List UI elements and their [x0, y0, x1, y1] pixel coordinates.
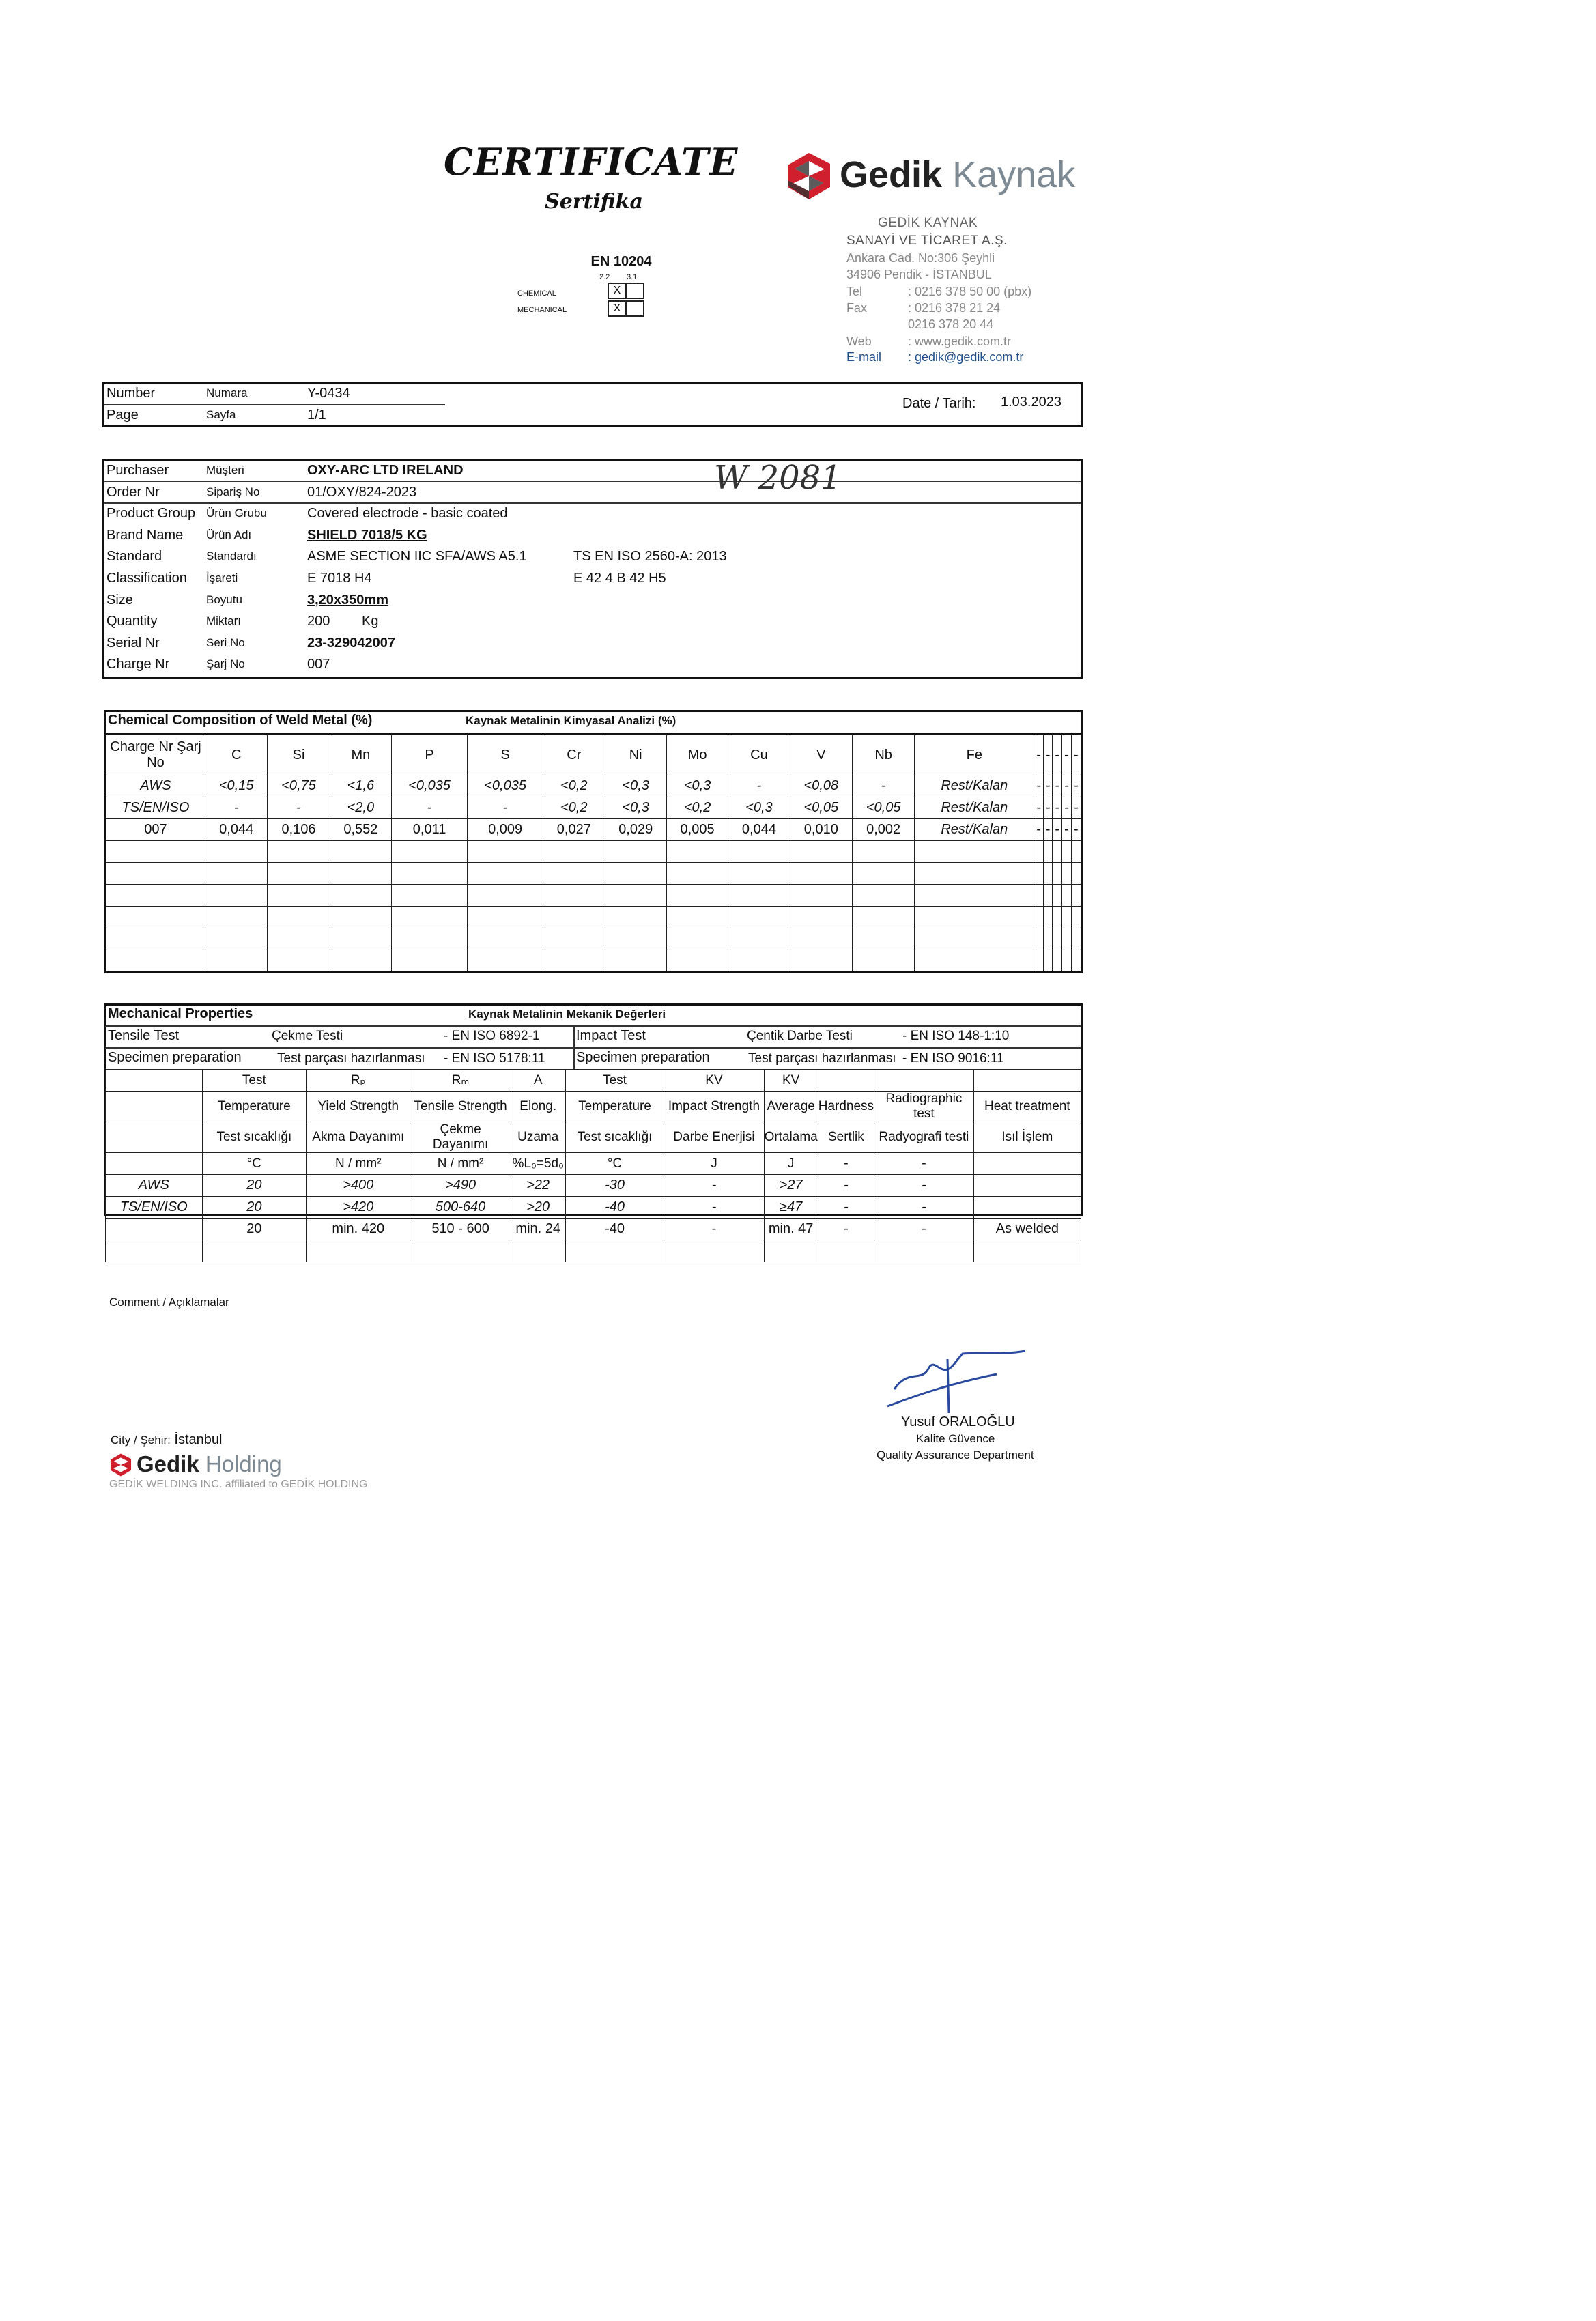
mechanical-header-cell: Test sıcaklığı: [565, 1122, 664, 1153]
element-header: -: [1071, 735, 1081, 775]
mechanical-header-cell: [973, 1153, 1081, 1175]
chemical-row-label: 007: [106, 819, 205, 841]
chemical-empty-row: [106, 885, 1082, 907]
chemical-cell: -: [1053, 797, 1062, 819]
mechanical-header-cell: A: [511, 1070, 565, 1092]
mechanical-header-cell: %L₀=5d₀: [511, 1153, 565, 1175]
chemical-cell: 0,029: [605, 819, 666, 841]
mechanical-cell: As welded: [973, 1219, 1081, 1240]
mechanical-cell: 500-640: [410, 1197, 511, 1219]
chemical-cell: -: [1034, 819, 1044, 841]
product-label-tr: Seri No: [206, 636, 245, 649]
chemical-empty-row: [106, 907, 1082, 928]
mechanical-header-row: [106, 1070, 1081, 1092]
product-label-tr: Sipariş No: [206, 485, 260, 498]
product-value: 23-329042007: [307, 635, 396, 651]
product-label-en: Classification: [106, 571, 187, 586]
product-value: 200: [307, 614, 330, 629]
element-header: V: [790, 735, 852, 775]
gedik-logo-icon: [785, 152, 833, 201]
chemical-row: [106, 775, 1082, 797]
mechanical-cell: 510 - 600: [410, 1219, 511, 1240]
chemical-cell: 0,002: [852, 819, 914, 841]
holding-logo-icon: [109, 1453, 132, 1477]
chemical-cell: 0,552: [330, 819, 391, 841]
chemical-cell: -: [1071, 819, 1081, 841]
chemical-cell: 0,027: [543, 819, 605, 841]
product-label-en: Brand Name: [106, 527, 184, 543]
chemical-cell: Rest/Kalan: [915, 775, 1034, 797]
chemical-cell: -: [1034, 797, 1044, 819]
chemical-empty-row: [106, 928, 1082, 950]
chemical-cell: -: [1043, 819, 1053, 841]
chemical-empty-row: [106, 863, 1082, 885]
chemical-cell: -: [1071, 797, 1081, 819]
mechanical-header-cell: [818, 1070, 874, 1092]
mechanical-cell: >22: [511, 1175, 565, 1197]
chemical-cell: -: [1043, 797, 1053, 819]
mechanical-header-cell: Test sıcaklığı: [202, 1122, 307, 1153]
number-tr: Numara: [206, 386, 248, 399]
product-label-tr: Ürün Adı: [206, 528, 252, 541]
chemical-cell: <0,2: [666, 797, 728, 819]
chemical-cell: <0,3: [728, 797, 790, 819]
chemical-table: [104, 733, 1083, 973]
mechanical-header-cell: Test: [202, 1070, 307, 1092]
standard-label: EN 10204: [590, 254, 652, 269]
mechanical-header-cell: Darbe Enerjisi: [664, 1122, 764, 1153]
email-label: E-mail: [846, 350, 882, 364]
date-value: 1.03.2023: [1001, 395, 1061, 410]
mechanical-cell: [973, 1175, 1081, 1197]
product-value-2: TS EN ISO 2560-A: 2013: [573, 549, 727, 565]
mechanical-header-cell: Radiographic test: [874, 1092, 974, 1122]
product-value: Covered electrode - basic coated: [307, 506, 508, 522]
chemical-cell: -: [468, 797, 543, 819]
tensile-test-tr: Çekme Testi: [272, 1029, 343, 1043]
chemical-cell: 0,010: [790, 819, 852, 841]
spec-prep-2-en: Specimen preparation: [576, 1050, 710, 1065]
signer-department: Quality Assurance Department: [877, 1449, 1034, 1462]
chemical-cell: <0,3: [666, 775, 728, 797]
element-header: Mn: [330, 735, 391, 775]
product-label-en: Serial Nr: [106, 635, 160, 651]
mechanical-cell: [973, 1197, 1081, 1219]
holding-line: GEDİK WELDING INC. affiliated to GEDİK HOLDING: [109, 1479, 368, 1490]
mechanical-header-cell: Hardness: [818, 1092, 874, 1122]
spec-prep-en: Specimen preparation: [108, 1050, 242, 1065]
mechanical-header-cell: Elong.: [511, 1092, 565, 1122]
chemical-cell: <0,035: [468, 775, 543, 797]
product-value-2: E 42 4 B 42 H5: [573, 571, 666, 586]
chemical-cell: -: [1062, 797, 1072, 819]
element-header: S: [468, 735, 543, 775]
spec-prep-2-std: - EN ISO 9016:11: [902, 1051, 1004, 1066]
chemical-label: CHEMICAL: [517, 289, 556, 298]
page-tr: Sayfa: [206, 408, 236, 421]
chemical-cell: <2,0: [330, 797, 391, 819]
element-header: Fe: [915, 735, 1034, 775]
mechanical-checkbox-row: [608, 300, 644, 317]
chemical-header-row: [106, 735, 1082, 775]
mechanical-header-cell: Sertlik: [818, 1122, 874, 1153]
mechanical-header-cell: °C: [565, 1153, 664, 1175]
impact-test-tr: Çentik Darbe Testi: [747, 1029, 853, 1043]
mechanical-title-en: Mechanical Properties: [108, 1006, 253, 1021]
chemical-cell: 0,009: [468, 819, 543, 841]
chemical-cell: -: [1043, 775, 1053, 797]
element-header: Ni: [605, 735, 666, 775]
page-en: Page: [106, 408, 139, 423]
signature-icon: [881, 1341, 1031, 1416]
mechanical-row-label: [106, 1219, 203, 1240]
mechanical-header-cell: °C: [202, 1153, 307, 1175]
product-value: 3,20x350mm: [307, 592, 388, 608]
impact-test-std: - EN ISO 148-1:10: [902, 1029, 1010, 1043]
mechanical-header-cell: Radyografi testi: [874, 1122, 974, 1153]
mechanical-cell: ≥47: [764, 1197, 818, 1219]
mechanical-row: [106, 1219, 1081, 1240]
mechanical-cell: -: [874, 1197, 974, 1219]
product-label-tr: Ürün Grubu: [206, 507, 267, 520]
spec-prep-2-tr: Test parçası hazırlanması: [748, 1051, 896, 1066]
fax-label: Fax: [846, 301, 868, 315]
chemical-cell: -: [268, 797, 330, 819]
mechanical-cell: -: [818, 1175, 874, 1197]
mechanical-header-cell: Yield Strength: [307, 1092, 410, 1122]
product-label-tr: Miktarı: [206, 614, 241, 628]
chemical-cell: <0,75: [268, 775, 330, 797]
tel-value: : 0216 378 50 00 (pbx): [908, 285, 1032, 298]
charge-header: Charge Nr Şarj No: [106, 735, 205, 775]
mechanical-cell: -30: [565, 1175, 664, 1197]
chemical-cell: 0,106: [268, 819, 330, 841]
chemical-cell: 0,044: [728, 819, 790, 841]
element-header: -: [1053, 735, 1062, 775]
mechanical-cell: 20: [202, 1219, 307, 1240]
product-label-en: Purchaser: [106, 463, 169, 478]
page-value: 1/1: [307, 408, 326, 423]
element-header: C: [205, 735, 268, 775]
chemical-22-box: X: [608, 283, 627, 299]
email-value: : gedik@gedik.com.tr: [908, 350, 1024, 364]
element-header: Mo: [666, 735, 728, 775]
certificate-title: CERTIFICATE: [444, 140, 739, 184]
mechanical-header-row: [106, 1153, 1081, 1175]
mechanical-cell: -: [818, 1219, 874, 1240]
mechanical-cell: -40: [565, 1219, 664, 1240]
chemical-checkbox-row: [608, 283, 644, 299]
web-value: : www.gedik.com.tr: [908, 334, 1012, 348]
mechanical-cell: -: [874, 1175, 974, 1197]
mechanical-cell: -40: [565, 1197, 664, 1219]
mechanical-header-cell: Ortalama: [764, 1122, 818, 1153]
chemical-cell: -: [1053, 819, 1062, 841]
chemical-cell: -: [1071, 775, 1081, 797]
mechanical-header-cell: N / mm²: [307, 1153, 410, 1175]
mechanical-header-cell: Tensile Strength: [410, 1092, 511, 1122]
mechanical-header-cell: [874, 1070, 974, 1092]
chemical-row: [106, 819, 1082, 841]
mechanical-label: MECHANICAL: [517, 306, 567, 314]
mechanical-header-cell: -: [818, 1153, 874, 1175]
mechanical-header-cell: KV: [764, 1070, 818, 1092]
company-brand: Gedik Kaynak: [840, 154, 1076, 195]
chemical-cell: 0,011: [392, 819, 468, 841]
mechanical-31-box: [625, 300, 644, 317]
fax-value-2: 0216 378 20 44: [908, 317, 994, 331]
impact-test-en: Impact Test: [576, 1028, 646, 1043]
mechanical-header-cell: N / mm²: [410, 1153, 511, 1175]
element-header: -: [1062, 735, 1072, 775]
chemical-cell: -: [1062, 819, 1072, 841]
handwritten-note: W 2081: [714, 459, 842, 497]
mechanical-cell: >420: [307, 1197, 410, 1219]
mechanical-cell: min. 24: [511, 1219, 565, 1240]
product-label-en: Standard: [106, 549, 162, 565]
signer-name: Yusuf ORALOĞLU: [901, 1414, 1015, 1429]
fax-value: : 0216 378 21 24: [908, 301, 1001, 315]
mechanical-header-cell: -: [874, 1153, 974, 1175]
mechanical-header-cell: KV: [664, 1070, 764, 1092]
company-address-2: 34906 Pendik - İSTANBUL: [846, 268, 992, 281]
product-value: ASME SECTION IIC SFA/AWS A5.1: [307, 549, 527, 565]
product-label-en: Size: [106, 592, 133, 608]
chemical-cell: <0,05: [790, 797, 852, 819]
mechanical-header-cell: Akma Dayanımı: [307, 1122, 410, 1153]
company-address-1: Ankara Cad. No:306 Şeyhli: [846, 251, 995, 265]
chemical-cell: -: [392, 797, 468, 819]
mechanical-header-row: [106, 1122, 1081, 1153]
product-label-en: Product Group: [106, 506, 196, 522]
city-line: City / Şehir: İstanbul: [111, 1432, 223, 1447]
tensile-test-std: - EN ISO 6892-1: [444, 1029, 540, 1043]
date-label: Date / Tarih:: [902, 396, 976, 411]
chemical-cell: 0,005: [666, 819, 728, 841]
mechanical-table: [105, 1069, 1081, 1262]
chemical-row-label: AWS: [106, 775, 205, 797]
chemical-empty-row: [106, 950, 1082, 973]
mechanical-cell: min. 420: [307, 1219, 410, 1240]
chemical-cell: <0,08: [790, 775, 852, 797]
mechanical-cell: >27: [764, 1175, 818, 1197]
mechanical-title-tr: Kaynak Metalinin Mekanik Değerleri: [468, 1008, 666, 1021]
element-header: Cr: [543, 735, 605, 775]
chemical-cell: 0,044: [205, 819, 268, 841]
chemical-row-label: TS/EN/ISO: [106, 797, 205, 819]
product-unit: Kg: [362, 614, 379, 629]
mechanical-empty-row: [106, 1240, 1081, 1262]
product-value: 007: [307, 657, 330, 672]
tel-label: Tel: [846, 285, 863, 298]
signer-title: Kalite Güvence: [916, 1432, 995, 1445]
chemical-cell: -: [728, 775, 790, 797]
mechanical-cell: -: [664, 1219, 764, 1240]
mechanical-header-cell: J: [764, 1153, 818, 1175]
spec-prep-tr: Test parçası hazırlanması: [277, 1051, 425, 1066]
mechanical-cell: -: [664, 1197, 764, 1219]
element-header: Cu: [728, 735, 790, 775]
col-31-label: 3.1: [627, 273, 638, 281]
tensile-test-en: Tensile Test: [108, 1028, 180, 1043]
mechanical-header-cell: Temperature: [565, 1092, 664, 1122]
product-value: SHIELD 7018/5 KG: [307, 527, 427, 543]
element-header: Si: [268, 735, 330, 775]
mechanical-row: [106, 1197, 1081, 1219]
mechanical-cell: -: [664, 1175, 764, 1197]
mechanical-cell: min. 47: [764, 1219, 818, 1240]
chemical-title-en: Chemical Composition of Weld Metal (%): [108, 713, 373, 728]
comment-label: Comment / Açıklamalar: [109, 1296, 229, 1309]
product-label-en: Order Nr: [106, 484, 160, 500]
web-label: Web: [846, 334, 872, 348]
mechanical-cell: -: [874, 1219, 974, 1240]
chemical-cell: <0,3: [605, 775, 666, 797]
mechanical-header-cell: Uzama: [511, 1122, 565, 1153]
company-name: GEDİK KAYNAK: [878, 216, 978, 230]
element-header: -: [1043, 735, 1053, 775]
chemical-cell: <0,035: [392, 775, 468, 797]
number-value: Y-0434: [307, 386, 350, 401]
mechanical-cell: >490: [410, 1175, 511, 1197]
product-label-tr: İşareti: [206, 571, 238, 584]
product-label-tr: Şarj No: [206, 657, 245, 671]
chemical-row: [106, 797, 1082, 819]
chemical-cell: <1,6: [330, 775, 391, 797]
chemical-cell: -: [205, 797, 268, 819]
chemical-empty-row: [106, 841, 1082, 863]
mechanical-header-cell: Impact Strength: [664, 1092, 764, 1122]
chemical-cell: <0,3: [605, 797, 666, 819]
chemical-cell: -: [1062, 775, 1072, 797]
element-header: -: [1034, 735, 1044, 775]
product-label-en: Charge Nr: [106, 657, 170, 672]
mechanical-cell: -: [818, 1197, 874, 1219]
product-label-tr: Boyutu: [206, 593, 242, 606]
mechanical-row: [106, 1175, 1081, 1197]
product-label-en: Quantity: [106, 614, 158, 629]
chemical-title-tr: Kaynak Metalinin Kimyasal Analizi (%): [466, 714, 676, 727]
chemical-cell: <0,05: [852, 797, 914, 819]
product-value: OXY-ARC LTD IRELAND: [307, 463, 464, 478]
product-label-tr: Müşteri: [206, 464, 244, 476]
mechanical-row-label: AWS: [106, 1175, 203, 1197]
col-22-label: 2.2: [599, 273, 610, 281]
mechanical-header-cell: Test: [565, 1070, 664, 1092]
chemical-cell: -: [1034, 775, 1044, 797]
product-value: E 7018 H4: [307, 571, 372, 586]
element-header: Nb: [852, 735, 914, 775]
spec-prep-std: - EN ISO 5178:11: [444, 1051, 545, 1066]
chemical-cell: <0,2: [543, 797, 605, 819]
chemical-cell: Rest/Kalan: [915, 797, 1034, 819]
mechanical-header-row: [106, 1092, 1081, 1122]
mechanical-header-cell: Average: [764, 1092, 818, 1122]
product-label-tr: Standardı: [206, 550, 257, 563]
mechanical-header-cell: Çekme Dayanımı: [410, 1122, 511, 1153]
mechanical-22-box: X: [608, 300, 627, 317]
mechanical-header-cell: Rₘ: [410, 1070, 511, 1092]
mechanical-cell: 20: [202, 1175, 307, 1197]
mechanical-cell: >400: [307, 1175, 410, 1197]
product-value: 01/OXY/824-2023: [307, 484, 417, 500]
mechanical-header-cell: [973, 1070, 1081, 1092]
element-header: P: [392, 735, 468, 775]
chemical-cell: <0,15: [205, 775, 268, 797]
chemical-cell: -: [852, 775, 914, 797]
holding-brand: Gedik Holding: [137, 1451, 282, 1477]
chemical-cell: Rest/Kalan: [915, 819, 1034, 841]
chemical-cell: <0,2: [543, 775, 605, 797]
mechanical-cell: >20: [511, 1197, 565, 1219]
mechanical-header-cell: Isıl İşlem: [973, 1122, 1081, 1153]
mechanical-cell: 20: [202, 1197, 307, 1219]
mechanical-header-cell: Rₚ: [307, 1070, 410, 1092]
certificate-subtitle: Sertifika: [545, 190, 643, 214]
company-name-2: SANAYİ VE TİCARET A.Ş.: [846, 233, 1008, 248]
mechanical-header-cell: Heat treatment: [973, 1092, 1081, 1122]
mechanical-row-label: TS/EN/ISO: [106, 1197, 203, 1219]
mechanical-header-cell: J: [664, 1153, 764, 1175]
mechanical-header-cell: Temperature: [202, 1092, 307, 1122]
number-en: Number: [106, 386, 156, 401]
chemical-31-box: [625, 283, 644, 299]
chemical-cell: -: [1053, 775, 1062, 797]
